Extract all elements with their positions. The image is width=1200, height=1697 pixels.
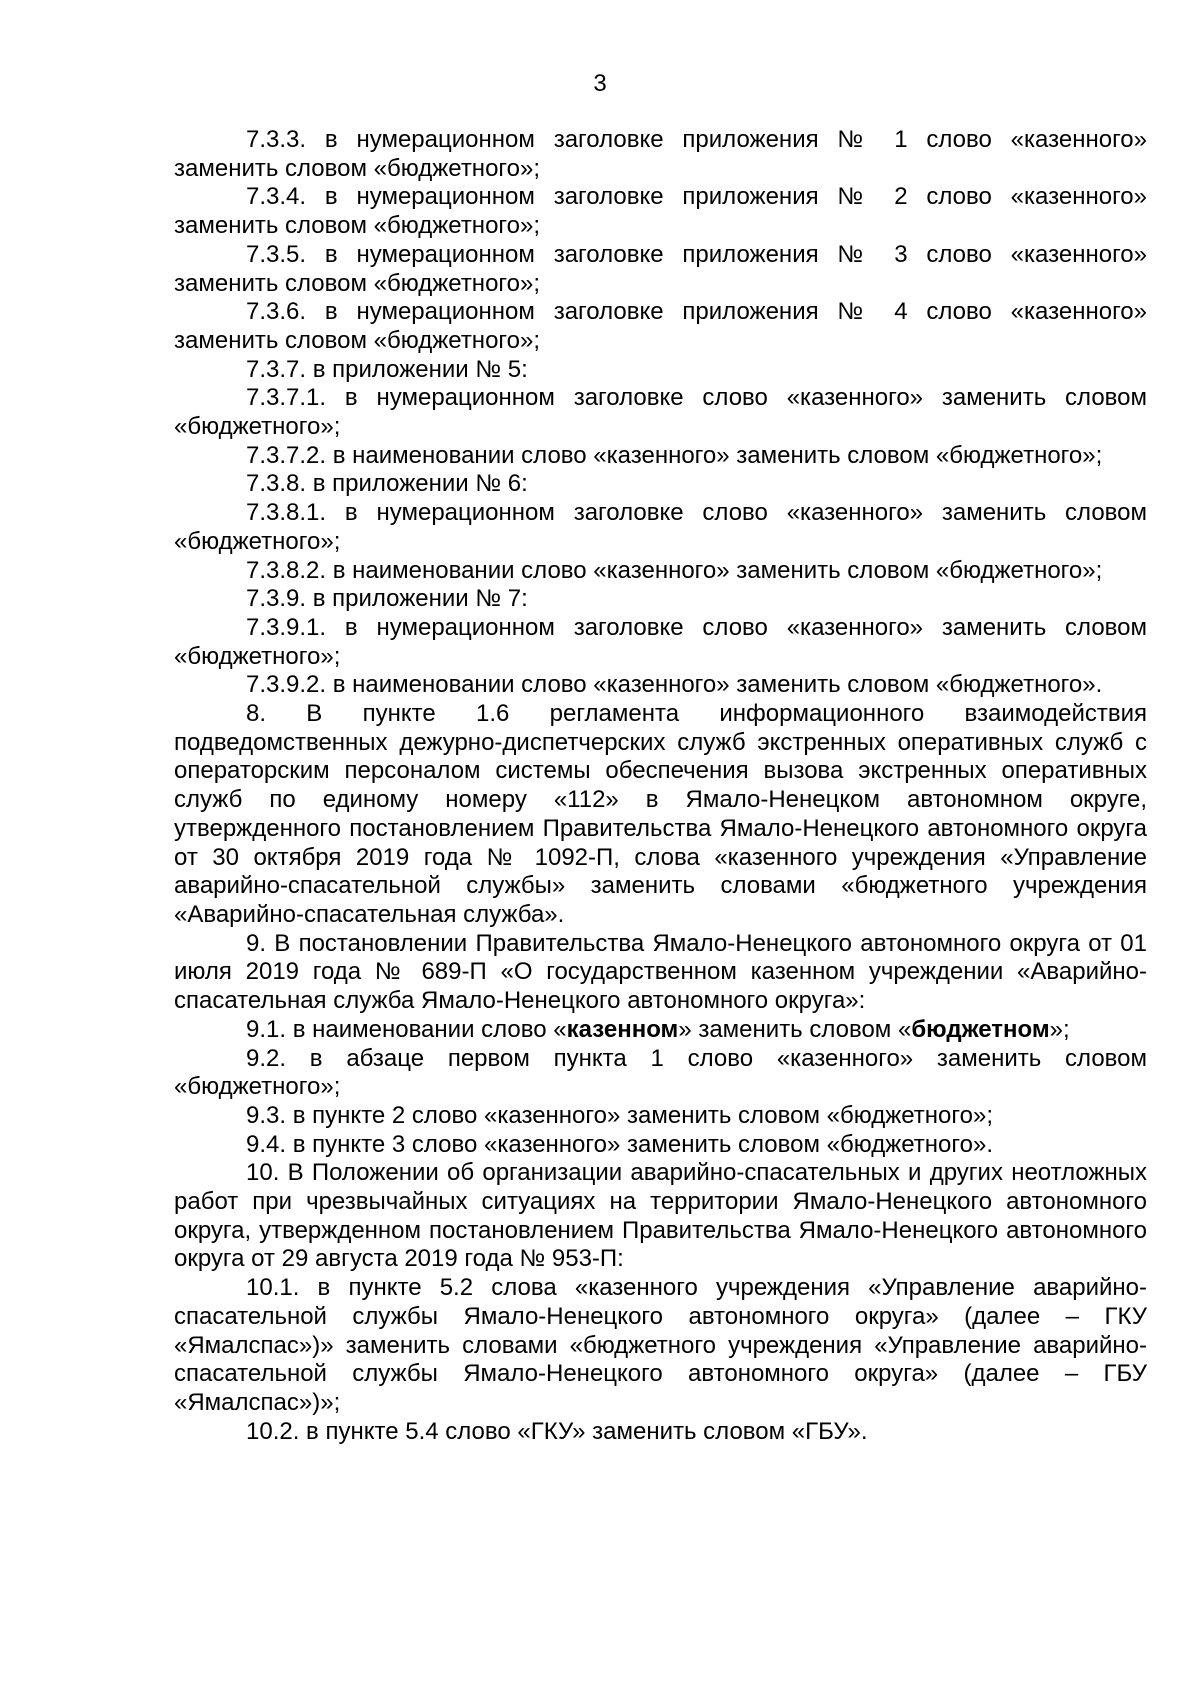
paragraph-7-3-6: 7.3.6. в нумерационном заголовке приложения № 4 слово «казенного» заменить словом «бюджетного»;	[174, 298, 1147, 354]
paragraph-10-1: 10.1. в пункте 5.2 слова «казенного учреждения «Управление аварийно-спасательной службы Ямало-Ненецкого автономного округа» (далее – ГКУ «Ямалспас»)» заменить словами «бюджетного учреждения «Управление аварийно-спасательной службы Ямало-Ненецкого автономного округа» (далее – ГБУ «Ямалспас»)»;	[174, 1274, 1147, 1416]
paragraph-7-3-9-2: 7.3.9.2. в наименовании слово «казенного» заменить словом «бюджетного».	[246, 671, 1103, 699]
paragraph-7-3-8: 7.3.8. в приложении № 6:	[246, 470, 528, 498]
paragraph-9-3: 9.3. в пункте 2 слово «казенного» заменить словом «бюджетного»;	[246, 1101, 993, 1129]
paragraph-7-3-9: 7.3.9. в приложении № 7:	[246, 585, 528, 613]
paragraph-7-3-3: 7.3.3. в нумерационном заголовке приложения № 1 слово «казенного» заменить словом «бюджетного»;	[174, 126, 1147, 182]
paragraph-7-3-5: 7.3.5. в нумерационном заголовке приложения № 3 слово «казенного» заменить словом «бюджетного»;	[174, 240, 1147, 297]
document-body	[174, 126, 1147, 1446]
paragraph-9-1	[174, 1016, 1147, 1045]
paragraph-10-2: 10.2. в пункте 5.4 слово «ГКУ» заменить словом «ГБУ».	[246, 1417, 868, 1445]
paragraph-9-1-middle: » заменить словом «	[678, 1015, 912, 1043]
paragraph-7-3-8-2: 7.3.8.2. в наименовании слово «казенного» заменить словом «бюджетного»;	[246, 556, 1103, 584]
paragraph-7-3-7-2: 7.3.7.2. в наименовании слово «казенного» заменить словом «бюджетного»;	[246, 441, 1103, 469]
page-number: 3	[593, 70, 607, 97]
paragraph-9-1-new-word: бюджетном	[911, 1015, 1050, 1043]
paragraph-9: 9. В постановлении Правительства Ямало-Ненецкого автономного округа от 01 июля 2019 года № 689-П «О государственном казенном учреждении «Аварийно-спасательная служба Ямало-Ненецкого автономного округа»:	[174, 929, 1147, 1015]
paragraph-7-3-7: 7.3.7. в приложении № 5:	[246, 355, 528, 383]
paragraph-7-3-4: 7.3.4. в нумерационном заголовке приложения № 2 слово «казенного» заменить словом «бюджетного»;	[174, 183, 1147, 240]
paragraph-7-3-7-1: 7.3.7.1. в нумерационном заголовке слово «казенного» заменить словом «бюджетного»;	[174, 384, 1147, 441]
paragraph-7-3-9-1: 7.3.9.1. в нумерационном заголовке слово «казенного» заменить словом «бюджетного»;	[174, 613, 1147, 670]
paragraph-9-2: 9.2. в абзаце первом пункта 1 слово «казенного» заменить словом «бюджетного»;	[174, 1044, 1147, 1101]
paragraph-8: 8. В пункте 1.6 регламента информационного взаимодействия подведомственных дежурно-диспетчерских служб экстренных оперативных служб с операторским персоналом системы обеспечения вызова экстренных оперативных служб по единому номеру «112» в Ямало-Ненецком автономном округе, утвержденного постановлением Правительства Ямало-Ненецкого автономного округа от 30 октября 2019 года № 1092-П, слова «казенного учреждения «Управление аварийно-спасательной службы» заменить словами «бюджетного учреждения «Аварийно-спасательная служба».	[174, 700, 1147, 928]
paragraph-7-3-8-1: 7.3.8.1. в нумерационном заголовке слово «казенного» заменить словом «бюджетного»;	[174, 499, 1147, 555]
paragraph-9-4: 9.4. в пункте 3 слово «казенного» заменить словом «бюджетного».	[246, 1130, 993, 1158]
paragraph-9-1-suffix: »;	[1049, 1015, 1070, 1043]
paragraph-9-1-old-word: казенном	[566, 1015, 679, 1043]
paragraph-9-1-prefix: 9.1. в наименовании слово «	[246, 1015, 567, 1043]
paragraph-10: 10. В Положении об организации аварийно-спасательных и других неотложных работ при чрезвычайных ситуациях на территории Ямало-Ненецкого автономного округа, утвержденном постановлением Правительства Ямало-Ненецкого автономного округа от 29 августа 2019 года № 953-П:	[174, 1159, 1147, 1273]
